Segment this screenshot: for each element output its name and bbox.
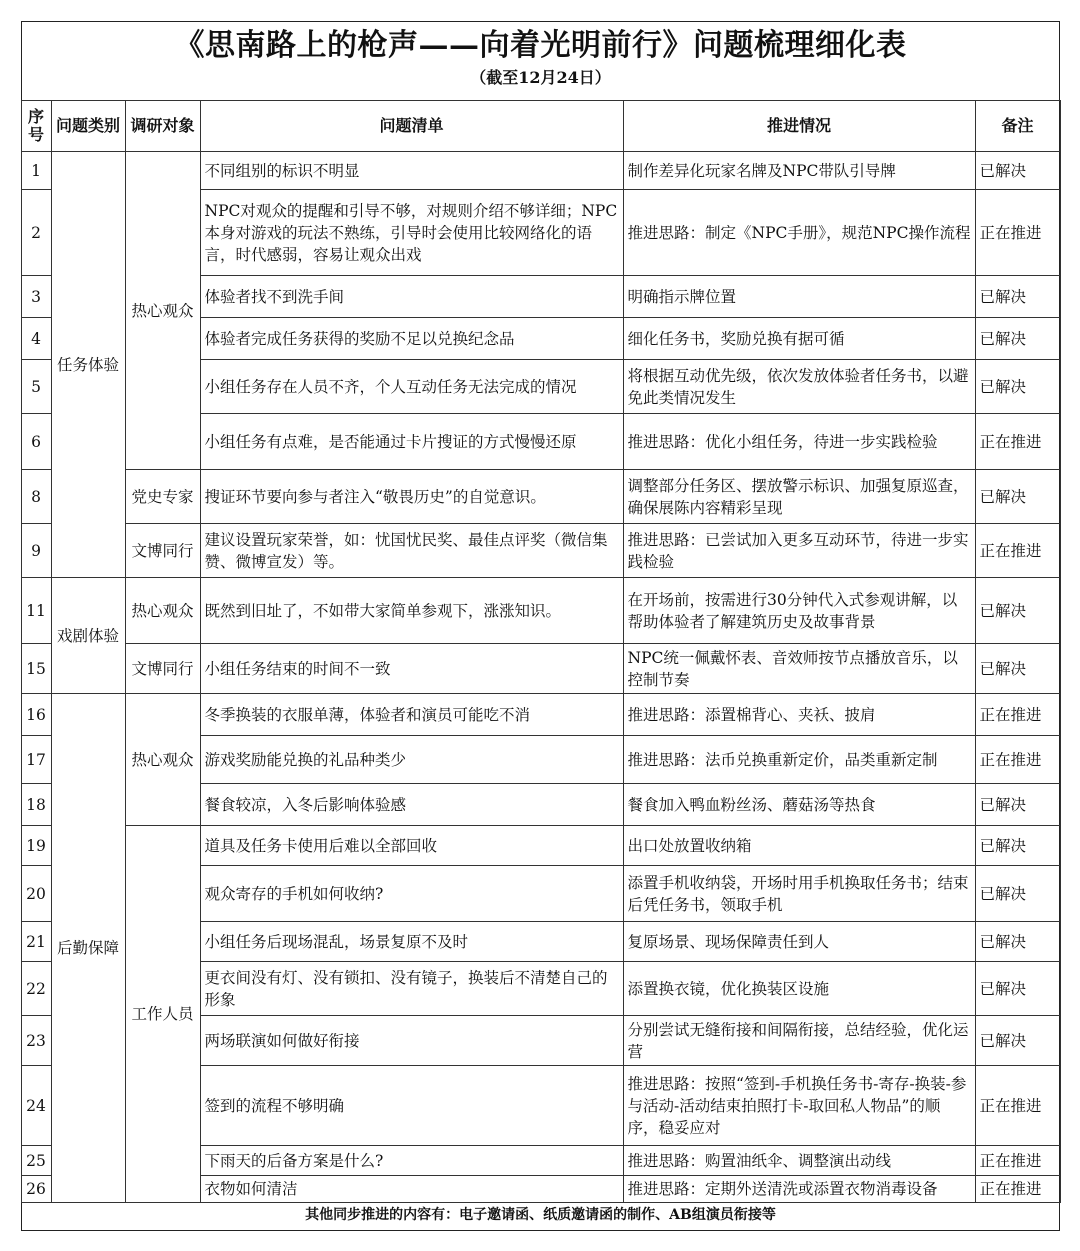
issue-cell: NPC对观众的提醒和引导不够，对规则介绍不够详细；NPC本身对游戏的玩法不熟练，引导时会使用比较网络化的语言，时代感弱，容易让观众出戏 [200, 190, 623, 276]
table-row [21, 152, 1060, 190]
row-number: 17 [21, 736, 51, 784]
issue-table [21, 100, 1061, 1203]
row-number: 16 [21, 694, 51, 736]
issue-cell: 观众寄存的手机如何收纳? [200, 866, 623, 922]
issue-cell: 游戏奖励能兑换的礼品种类少 [200, 736, 623, 784]
status-cell: 正在推进 [975, 1066, 1060, 1146]
issue-cell: 衣物如何清洁 [200, 1176, 623, 1203]
table-row [21, 826, 1060, 866]
row-number: 25 [21, 1146, 51, 1176]
status-cell: 已解决 [975, 1016, 1060, 1066]
table-row [21, 644, 1060, 694]
row-number: 9 [21, 524, 51, 578]
status-cell: 已解决 [975, 276, 1060, 318]
progress-cell: 复原场景、现场保障责任到人 [623, 922, 975, 962]
status-cell: 已解决 [975, 826, 1060, 866]
issue-cell: 下雨天的后备方案是什么? [200, 1146, 623, 1176]
status-cell: 已解决 [975, 318, 1060, 360]
table-row [21, 694, 1060, 736]
progress-cell: 推进思路：已尝试加入更多互动环节，待进一步实践检验 [623, 524, 975, 578]
table-row [21, 578, 1060, 644]
category-cell: 任务体验 [51, 152, 125, 578]
progress-cell: 调整部分任务区、摆放警示标识、加强复原巡查，确保展陈内容精彩呈现 [623, 470, 975, 524]
header-issue: 问题清单 [200, 101, 623, 152]
progress-cell: 推进思路：按照“签到-手机换任务书-寄存-换装-参与活动-活动结束拍照打卡-取回私人物品”的顺序，稳妥应对 [623, 1066, 975, 1146]
target-cell: 热心观众 [125, 152, 200, 470]
status-cell: 已解决 [975, 470, 1060, 524]
progress-cell: NPC统一佩戴怀表、音效师按节点播放音乐，以控制节奏 [623, 644, 975, 694]
status-cell: 已解决 [975, 962, 1060, 1016]
category-cell: 戏剧体验 [51, 578, 125, 694]
row-number: 22 [21, 962, 51, 1016]
issue-cell: 更衣间没有灯、没有锁扣、没有镜子，换装后不清楚自己的形象 [200, 962, 623, 1016]
header-progress: 推进情况 [623, 101, 975, 152]
row-number: 15 [21, 644, 51, 694]
issue-cell: 小组任务有点难，是否能通过卡片搜证的方式慢慢还原 [200, 414, 623, 470]
issue-cell: 既然到旧址了，不如带大家简单参观下，涨涨知识。 [200, 578, 623, 644]
target-cell: 热心观众 [125, 578, 200, 644]
progress-cell: 推进思路：添置棉背心、夹袄、披肩 [623, 694, 975, 736]
progress-cell: 推进思路：优化小组任务，待进一步实践检验 [623, 414, 975, 470]
row-number: 18 [21, 784, 51, 826]
header-target: 调研对象 [125, 101, 200, 152]
progress-cell: 添置手机收纳袋，开场时用手机换取任务书；结束后凭任务书，领取手机 [623, 866, 975, 922]
issue-cell: 道具及任务卡使用后难以全部回收 [200, 826, 623, 866]
target-cell: 热心观众 [125, 694, 200, 826]
status-cell: 正在推进 [975, 694, 1060, 736]
category-cell: 后勤保障 [51, 694, 125, 1203]
row-number: 5 [21, 360, 51, 414]
progress-cell: 推进思路：制定《NPC手册》，规范NPC操作流程 [623, 190, 975, 276]
issue-cell: 建议设置玩家荣誉，如：忧国忧民奖、最佳点评奖（微信集赞、微博宣发）等。 [200, 524, 623, 578]
progress-cell: 分别尝试无缝衔接和间隔衔接，总结经验，优化运营 [623, 1016, 975, 1066]
status-cell: 正在推进 [975, 414, 1060, 470]
issue-cell: 小组任务后现场混乱，场景复原不及时 [200, 922, 623, 962]
row-number: 11 [21, 578, 51, 644]
header-remark: 备注 [975, 101, 1060, 152]
progress-cell: 餐食加入鸭血粉丝汤、蘑菇汤等热食 [623, 784, 975, 826]
row-number: 19 [21, 826, 51, 866]
row-number: 1 [21, 152, 51, 190]
progress-cell: 明确指示牌位置 [623, 276, 975, 318]
title-block [22, 22, 1059, 100]
status-cell: 已解决 [975, 784, 1060, 826]
document-subtitle: （截至12月24日） [470, 68, 611, 87]
row-number: 4 [21, 318, 51, 360]
status-cell: 正在推进 [975, 524, 1060, 578]
issue-cell: 冬季换装的衣服单薄，体验者和演员可能吃不消 [200, 694, 623, 736]
issue-cell: 签到的流程不够明确 [200, 1066, 623, 1146]
status-cell: 已解决 [975, 866, 1060, 922]
row-number: 2 [21, 190, 51, 276]
header-no: 序号 [21, 101, 51, 152]
progress-cell: 添置换衣镜，优化换装区设施 [623, 962, 975, 1016]
progress-cell: 推进思路：购置油纸伞、调整演出动线 [623, 1146, 975, 1176]
issue-cell: 搜证环节要向参与者注入“敬畏历史”的自觉意识。 [200, 470, 623, 524]
progress-cell: 出口处放置收纳箱 [623, 826, 975, 866]
row-number: 6 [21, 414, 51, 470]
progress-cell: 推进思路：法币兑换重新定价，品类重新定制 [623, 736, 975, 784]
issue-cell: 不同组别的标识不明显 [200, 152, 623, 190]
target-cell: 文博同行 [125, 524, 200, 578]
status-cell: 正在推进 [975, 190, 1060, 276]
row-number: 20 [21, 866, 51, 922]
table-header-row [21, 101, 1060, 152]
status-cell: 正在推进 [975, 1146, 1060, 1176]
issue-cell: 小组任务结束的时间不一致 [200, 644, 623, 694]
footer-note: 其他同步推进的内容有：电子邀请函、纸质邀请函的制作、AB组演员衔接等 [305, 1207, 776, 1223]
issue-cell: 体验者完成任务获得的奖励不足以兑换纪念品 [200, 318, 623, 360]
issue-cell: 小组任务存在人员不齐，个人互动任务无法完成的情况 [200, 360, 623, 414]
row-number: 23 [21, 1016, 51, 1066]
status-cell: 已解决 [975, 360, 1060, 414]
document-sheet [21, 21, 1060, 1231]
row-number: 8 [21, 470, 51, 524]
issue-cell: 两场联演如何做好衔接 [200, 1016, 623, 1066]
status-cell: 已解决 [975, 644, 1060, 694]
status-cell: 已解决 [975, 152, 1060, 190]
status-cell: 正在推进 [975, 736, 1060, 784]
target-cell: 党史专家 [125, 470, 200, 524]
progress-cell: 推进思路：定期外送清洗或添置衣物消毒设备 [623, 1176, 975, 1203]
status-cell: 已解决 [975, 578, 1060, 644]
status-cell: 正在推进 [975, 1176, 1060, 1203]
progress-cell: 将根据互动优先级，依次发放体验者任务书，以避免此类情况发生 [623, 360, 975, 414]
target-cell: 工作人员 [125, 826, 200, 1203]
row-number: 3 [21, 276, 51, 318]
issue-cell: 餐食较凉，入冬后影响体验感 [200, 784, 623, 826]
document-title: 《思南路上的枪声——向着光明前行》问题梳理细化表 [174, 28, 907, 63]
header-category: 问题类别 [51, 101, 125, 152]
row-number: 26 [21, 1176, 51, 1203]
table-row [21, 524, 1060, 578]
row-number: 24 [21, 1066, 51, 1146]
table-row [21, 470, 1060, 524]
issue-cell: 体验者找不到洗手间 [200, 276, 623, 318]
target-cell: 文博同行 [125, 644, 200, 694]
progress-cell: 在开场前，按需进行30分钟代入式参观讲解，以帮助体验者了解建筑历史及故事背景 [623, 578, 975, 644]
status-cell: 已解决 [975, 922, 1060, 962]
row-number: 21 [21, 922, 51, 962]
progress-cell: 细化任务书，奖励兑换有据可循 [623, 318, 975, 360]
progress-cell: 制作差异化玩家名牌及NPC带队引导牌 [623, 152, 975, 190]
